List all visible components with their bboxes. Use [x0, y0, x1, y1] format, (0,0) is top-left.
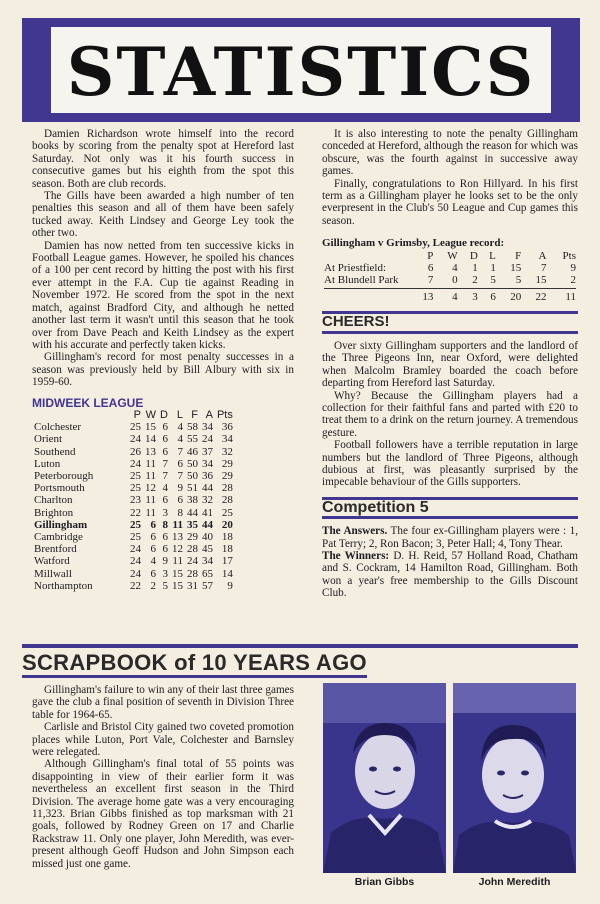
table-row [32, 494, 235, 506]
table-cell: 6 [162, 433, 168, 446]
table-cell: 24 [201, 433, 213, 446]
table-row [32, 446, 235, 458]
table-cell: 6 [162, 421, 168, 434]
cheers-heading: CHEERS! [322, 311, 578, 333]
midweek-league-table [32, 409, 235, 592]
col-header: P [427, 249, 434, 262]
table-cell: 25 [221, 506, 233, 519]
table-cell: 9 [177, 482, 183, 495]
table-row [32, 458, 235, 470]
john-meredith-photo [453, 683, 576, 873]
record-table [322, 250, 578, 304]
statistics-banner [22, 18, 580, 122]
table-cell: 29 [221, 469, 233, 482]
col-header: W [447, 249, 458, 262]
col-header: Pts [562, 249, 576, 262]
table-cell: 20 [221, 518, 233, 531]
table-cell: 4 [150, 555, 156, 568]
table-cell: 6 [177, 494, 183, 507]
table-cell: 13 [145, 445, 156, 458]
team-name: Charlton [34, 494, 73, 507]
table-cell: 25 [130, 530, 141, 543]
left-column [32, 128, 294, 592]
table-row [32, 470, 235, 482]
table-cell: 15 [145, 421, 156, 434]
table-cell: 28 [221, 494, 233, 507]
team-name: Brighton [34, 506, 74, 519]
totals-cell: 11 [565, 291, 576, 304]
table-cell: 3 [162, 567, 168, 580]
table-cell: 51 [186, 482, 198, 495]
record-cell: 5 [515, 274, 522, 287]
table-cell: 28 [186, 567, 198, 580]
table-cell: 25 [130, 421, 141, 434]
table-cell: 24 [186, 555, 198, 568]
table-cell: 24 [130, 543, 141, 556]
table-row [32, 543, 235, 555]
col-header: D [160, 408, 168, 421]
caption-brian-gibbs: Brian Gibbs [354, 876, 415, 888]
record-cell: 2 [472, 274, 478, 287]
scrapbook-heading [22, 644, 578, 676]
scrapbook-title: SCRAPBOOK of 10 YEARS AGO [22, 650, 367, 678]
totals-cell: 20 [510, 291, 522, 304]
competition-answers [322, 525, 578, 550]
table-cell: 26 [130, 445, 141, 458]
table-cell: 44 [186, 506, 198, 519]
caption-john-meredith: John Meredith [478, 876, 551, 888]
team-name: Gillingham [34, 518, 88, 531]
cheers-paragraph: Football followers have a terrible reputation in large numbers but the landlord of Three Pigeons, although dubious at first, was pleasantly surprised by the impecable behaviour of the Gills supporters. [322, 439, 578, 489]
table-cell: 11 [145, 506, 156, 519]
record-cell: 2 [570, 274, 576, 287]
table-cell: 6 [162, 494, 168, 507]
record-row [322, 262, 578, 274]
record-cell: 0 [452, 274, 458, 287]
scrapbook-text [32, 684, 294, 870]
left-paragraph: Damien Richardson wrote himself into the record books by scoring from the penalty spot at Hereford last Saturday. Not only was it his fourth success in consecutive games but his eighth from the spot this season. Both are club records. [32, 128, 294, 190]
winners-text: D. H. Reid, 57 Holland Road, Chatham and S. Cockram, 14 Hamilton Road, Gillingham. Both won a year's free membership to the Gills Discount Club. [322, 549, 579, 600]
table-cell: 50 [186, 469, 198, 482]
team-name: Portsmouth [34, 482, 85, 495]
right-paragraph: Finally, congratulations to Ron Hillyard. In his first term as a Gillingham player he looks set to be the only everpresent in the Club's 50 League and Cup games this season. [322, 177, 578, 227]
col-header: F [191, 408, 198, 421]
table-cell: 8 [177, 506, 183, 519]
record-cell: 9 [570, 261, 576, 274]
col-header: A [538, 249, 547, 262]
table-cell: 18 [221, 530, 233, 543]
venue-label: At Blundell Park [324, 274, 399, 287]
table-cell: 25 [130, 518, 141, 531]
table-row [32, 555, 235, 567]
table-cell: 11 [172, 518, 183, 531]
table-cell: 35 [186, 518, 198, 531]
record-cell: 1 [472, 261, 478, 274]
table-row [32, 580, 235, 592]
table-cell: 24 [130, 567, 141, 580]
record-totals-row [322, 291, 578, 303]
table-cell: 24 [130, 555, 141, 568]
record-header-row [322, 250, 578, 262]
table-cell: 6 [150, 518, 156, 531]
table-cell: 36 [201, 469, 213, 482]
totals-cell: 13 [422, 291, 434, 304]
table-cell: 7 [177, 445, 183, 458]
record-cell: 7 [427, 274, 434, 287]
table-cell: 14 [221, 567, 233, 580]
table-cell: 37 [201, 445, 213, 458]
table-cell: 9 [227, 579, 233, 592]
table-cell: 6 [150, 543, 156, 556]
col-header: P [133, 408, 141, 421]
team-name: Orient [34, 433, 63, 446]
table-cell: 50 [186, 457, 198, 470]
col-header: D [469, 249, 478, 262]
answers-text: The four ex-Gillingham players were : 1, Pat Terry; 2, Ron Bacon; 3, Peter Hall; 4, Tony Thear. [322, 525, 578, 550]
table-cell: 15 [171, 579, 183, 592]
record-cell: 15 [510, 261, 522, 274]
table-cell: 38 [186, 494, 198, 507]
table-cell: 15 [171, 567, 183, 580]
right-paragraph: It is also interesting to note the penalty Gillingham conceded at Hereford, although the reason for which was obscure, was the fourth against in successive away games. [322, 128, 578, 178]
table-row [32, 482, 235, 494]
col-header: Pts [216, 408, 233, 421]
record-cell: 1 [490, 261, 496, 274]
team-name: Northampton [34, 579, 93, 592]
table-row [32, 507, 235, 519]
table-cell: 14 [145, 433, 156, 446]
answers-label: The Answers. [322, 525, 388, 538]
team-name: Cambridge [34, 530, 83, 543]
table-cell: 34 [201, 421, 213, 434]
table-cell: 22 [130, 506, 141, 519]
table-cell: 5 [162, 579, 168, 592]
table-cell: 4 [162, 482, 168, 495]
table-cell: 22 [130, 579, 141, 592]
table-cell: 8 [162, 518, 168, 531]
table-cell: 6 [162, 445, 168, 458]
venue-label: At Priestfield: [324, 261, 387, 274]
totals-cell: 6 [490, 291, 496, 304]
totals-cell: 3 [472, 291, 478, 304]
table-row [32, 531, 235, 543]
table-cell: 11 [145, 469, 156, 482]
table-cell: 28 [221, 482, 233, 495]
table-cell: 23 [130, 494, 141, 507]
table-cell: 25 [130, 469, 141, 482]
totals-cell: 22 [535, 291, 547, 304]
table-cell: 7 [162, 469, 168, 482]
table-cell: 40 [201, 530, 213, 543]
table-cell: 44 [201, 482, 213, 495]
table-cell: 7 [162, 457, 168, 470]
table-cell: 34 [201, 555, 213, 568]
brian-gibbs-photo [323, 683, 446, 873]
table-cell: 32 [201, 494, 213, 507]
table-cell: 55 [186, 433, 198, 446]
table-cell: 4 [177, 433, 183, 446]
record-cell: 6 [427, 261, 434, 274]
table-cell: 11 [172, 555, 183, 568]
table-cell: 46 [186, 445, 198, 458]
table-row [32, 421, 235, 433]
scrapbook-paragraph: Gillingham's failure to win any of their last three games gave the club a final position of seventh in Division Three table for 1964-65. [32, 684, 294, 721]
record-cell: 5 [490, 274, 496, 287]
table-cell: 9 [162, 555, 168, 568]
midweek-league-title: MIDWEEK LEAGUE [32, 395, 144, 410]
table-cell: 4 [177, 421, 183, 434]
team-name: Brentford [34, 543, 77, 556]
table-row [32, 568, 235, 580]
table-cell: 29 [186, 530, 198, 543]
team-name: Peterborough [34, 469, 94, 482]
table-cell: 6 [162, 530, 168, 543]
team-name: Luton [34, 457, 61, 470]
table-cell: 45 [201, 543, 213, 556]
table-cell: 28 [186, 543, 198, 556]
table-cell: 2 [150, 579, 156, 592]
scrapbook-paragraph: Carlisle and Bristol City gained two coveted promotion places while Luton, Port Vale, Colchester and Barnsley were relegated. [32, 721, 294, 759]
col-header: L [489, 249, 496, 262]
table-cell: 65 [201, 567, 213, 580]
table-cell: 17 [221, 555, 233, 568]
col-header: A [205, 408, 213, 421]
table-cell: 7 [177, 469, 183, 482]
table-cell: 13 [171, 530, 183, 543]
table-row [32, 433, 235, 445]
table-cell: 44 [201, 518, 213, 531]
team-name: Southend [34, 445, 76, 458]
scrapbook-paragraph: Although Gillingham's final total of 55 points was disappointing in view of their earlier form it was nevertheless an excellent first season in the Third Division. The average home gate was a very encouraging 11,323. Brian Gibbs finished as top marksman with 21 goals, followed by Rodney Green on 17 and Charlie Rackstraw 11. Only one player, John Meredith, was ever-present although Geoff Hudson and John Simpson each missed just one game. [32, 758, 294, 870]
table-cell: 36 [221, 421, 233, 434]
table-row [32, 519, 235, 531]
table-cell: 11 [145, 494, 156, 507]
table-cell: 6 [150, 567, 156, 580]
table-cell: 6 [177, 457, 183, 470]
table-cell: 57 [201, 579, 213, 592]
team-name: Colchester [34, 421, 82, 434]
record-cell: 4 [452, 261, 458, 274]
table-cell: 24 [130, 457, 141, 470]
table-cell: 12 [145, 482, 156, 495]
table-cell: 18 [221, 543, 233, 556]
table-cell: 11 [145, 457, 156, 470]
table-cell: 3 [162, 506, 168, 519]
competition-heading: Competition 5 [322, 497, 578, 519]
banner-title: STATISTICS [51, 27, 552, 113]
table-cell: 58 [186, 421, 198, 434]
record-title: Gillingham v Grimsby, League record: [322, 237, 505, 250]
cheers-paragraph: Why? Because the Gillingham players had a collection for their faithful fans and parted with £20 to treat them to a drink on the return journey. A tremendous gesture. [322, 389, 578, 439]
left-paragraph: Damien has now netted from ten successive kicks in Football League games. However, he spoiled his chances of a 100 per cent record by hitting the post with his first ever attempt in the F.A. Cup tie against Reading in November 1972. He scored from the spot in the next match, against Bradford City, and although he netted another last term it wasn't until this season that he took over from Dave Peach and Keith Lindsey as the expert with his accurate and perfectly taken kicks. [32, 239, 294, 351]
team-name: Watford [34, 555, 70, 568]
cheers-paragraph: Over sixty Gillingham supporters and the landlord of the Three Pigeons Inn, near Oxford, were delighted when Malcolm Bramley boarded the coach before departing from Hereford last Saturday. [322, 339, 578, 390]
record-row [322, 274, 578, 286]
record-cell: 7 [541, 261, 547, 274]
record-cell: 15 [535, 274, 547, 287]
table-cell: 31 [186, 579, 198, 592]
table-cell: 12 [171, 543, 183, 556]
table-cell: 24 [130, 433, 141, 446]
table-cell: 34 [201, 457, 213, 470]
competition-winners [322, 550, 578, 600]
col-header: L [176, 408, 183, 421]
divider [324, 288, 576, 289]
table-cell: 41 [201, 506, 213, 519]
table-cell: 32 [221, 445, 233, 458]
table-cell: 29 [221, 457, 233, 470]
col-header: F [515, 249, 522, 262]
table-cell: 6 [150, 530, 156, 543]
table-cell: 6 [162, 543, 168, 556]
table-header-row [32, 409, 235, 421]
winners-label: The Winners: [322, 549, 390, 562]
left-paragraph: Gillingham's record for most penalty successes in a season was previously held by Bill Albury with six in 1959-60. [32, 351, 294, 389]
totals-cell: 4 [452, 291, 458, 304]
col-header: W [145, 408, 156, 421]
right-column [322, 128, 578, 600]
left-paragraph: The Gills have been awarded a high number of ten penalties this season and all of them have been safely tucked away. Keith Lindsey and George Ley took the other two. [32, 190, 294, 240]
team-name: Millwall [34, 567, 72, 580]
table-cell: 34 [221, 433, 233, 446]
table-cell: 25 [130, 482, 141, 495]
totals-spacer [322, 291, 410, 303]
